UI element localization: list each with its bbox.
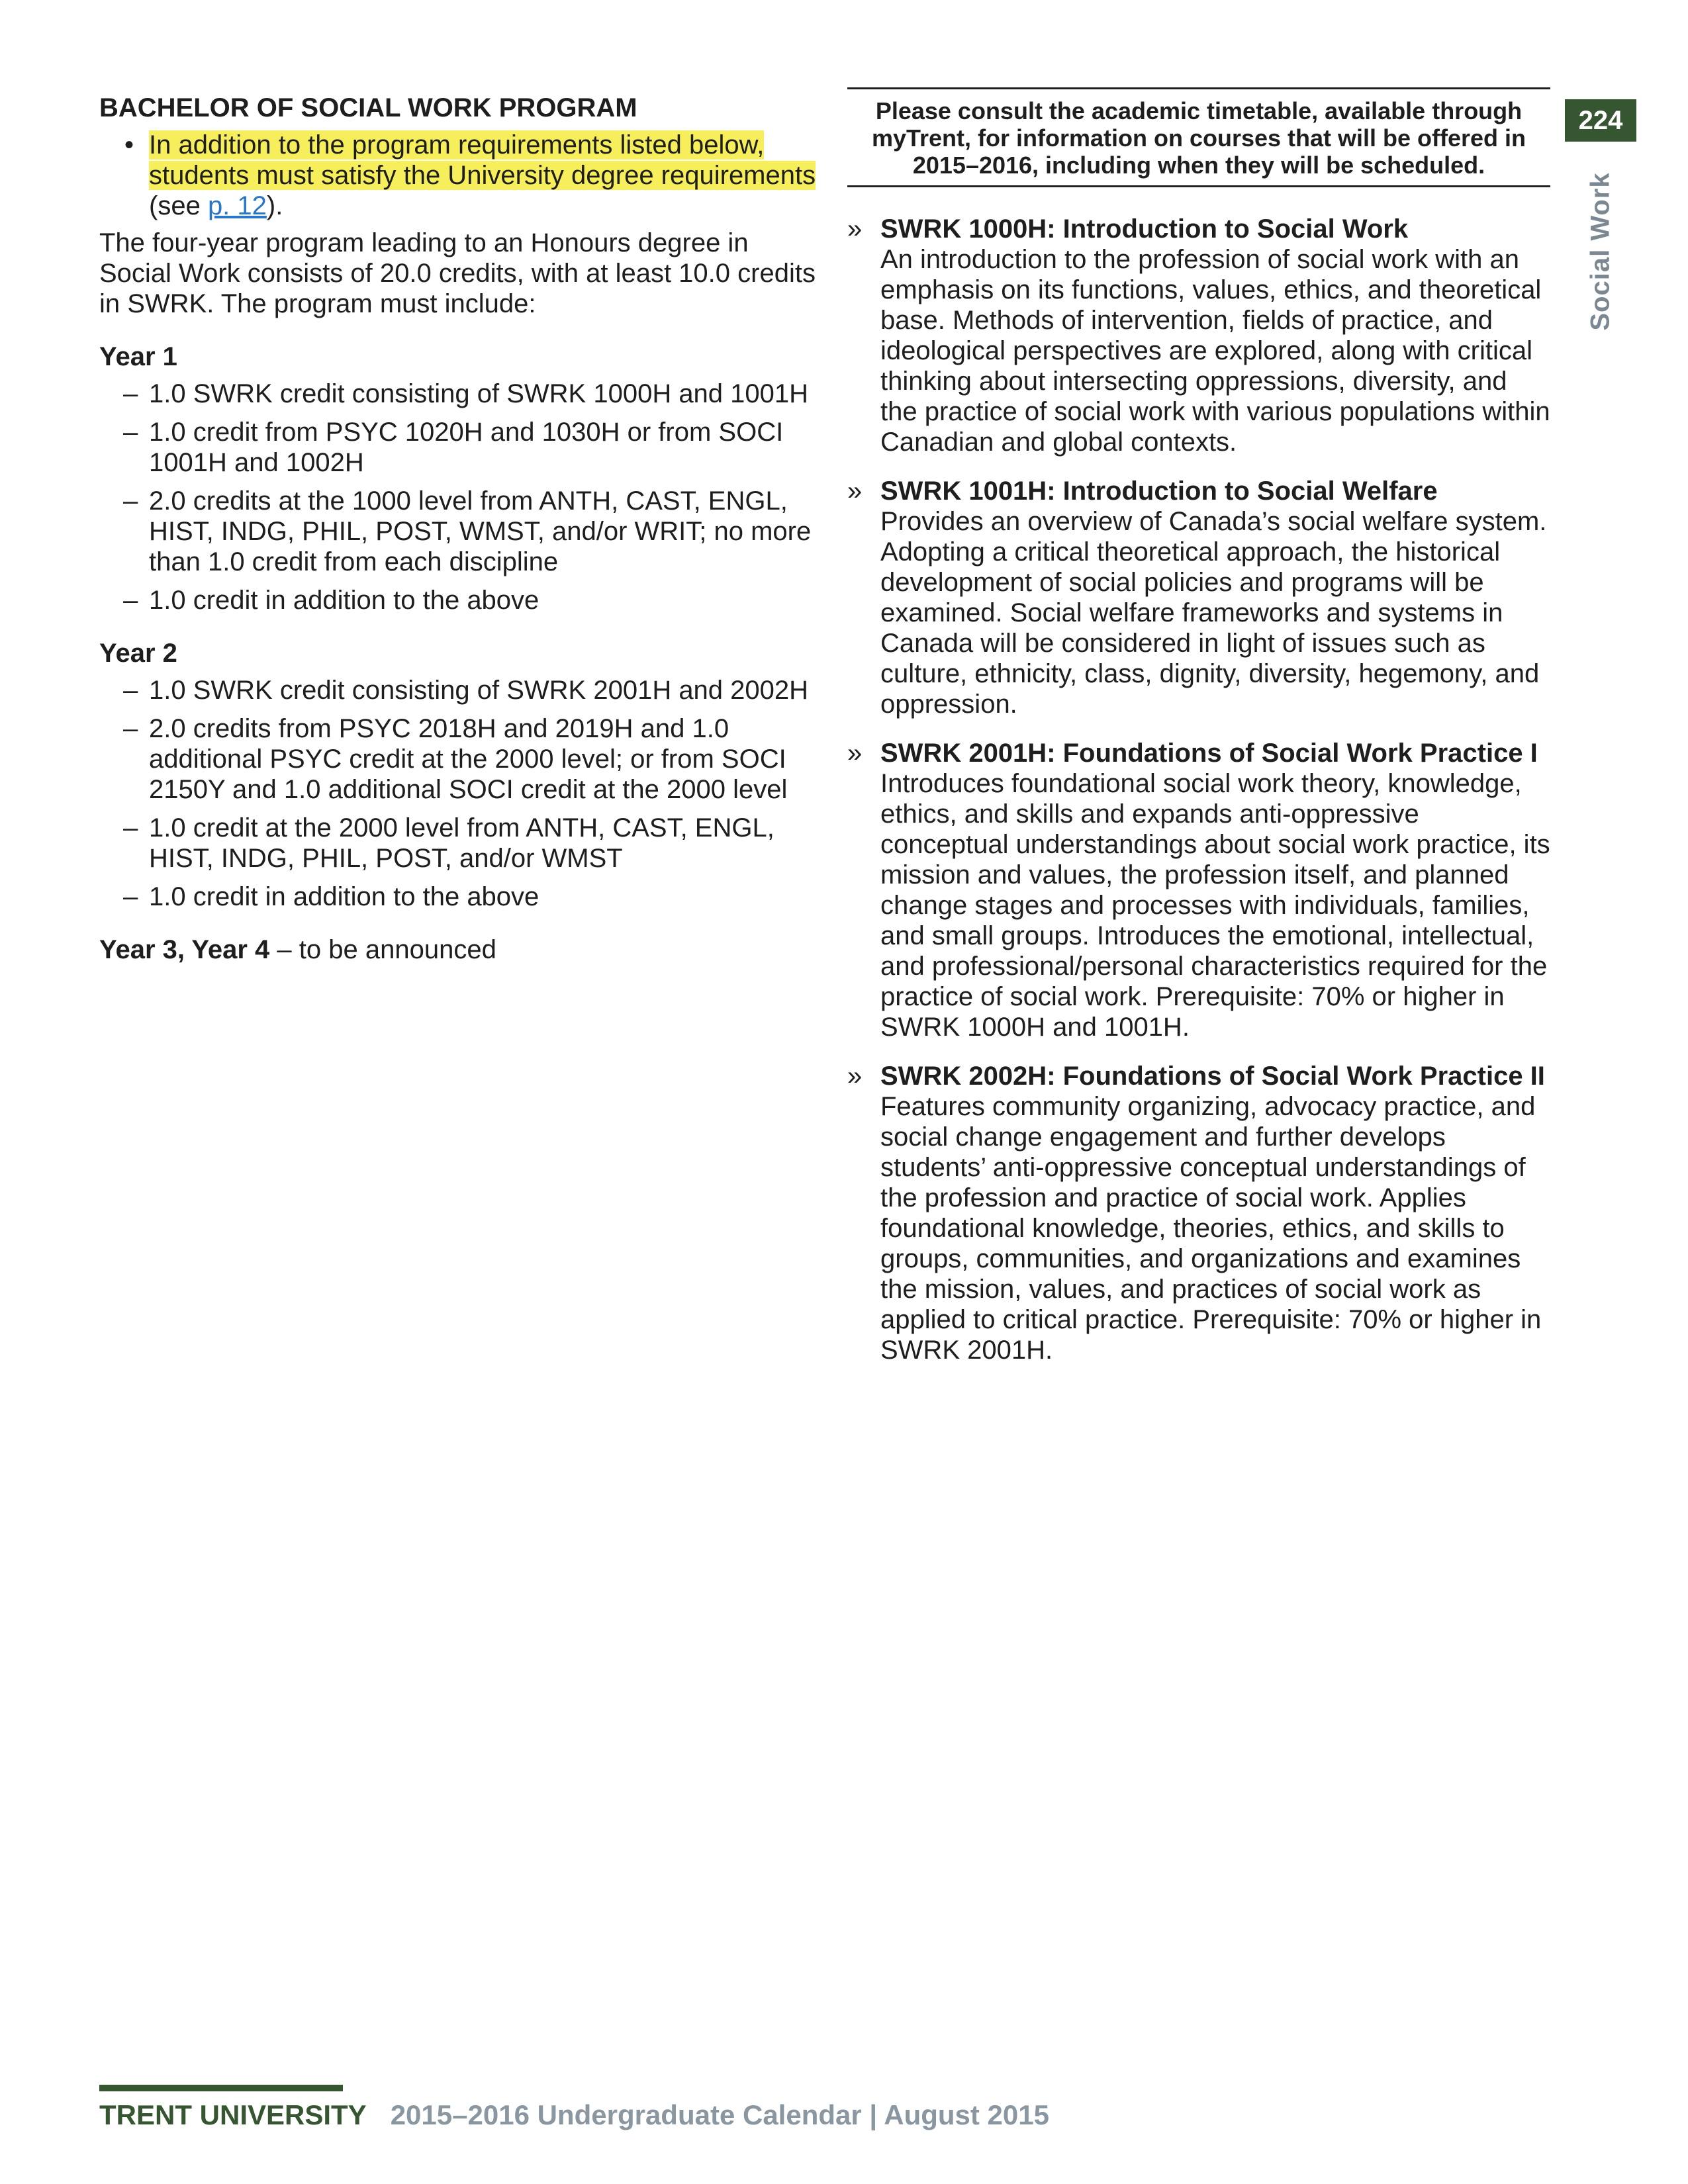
bullet-icon: • bbox=[124, 130, 134, 159]
dash-marker: – bbox=[123, 486, 138, 516]
course-title: SWRK 1000H: Introduction to Social Work bbox=[880, 214, 1409, 244]
see-text: (see bbox=[149, 191, 208, 220]
guillemet-icon: » bbox=[847, 1062, 863, 1091]
guillemet-icon: » bbox=[847, 477, 863, 506]
left-column bbox=[99, 93, 821, 965]
list-item bbox=[99, 379, 821, 409]
dash-marker: – bbox=[123, 714, 138, 743]
list-item bbox=[99, 486, 821, 577]
year-1-heading: Year 1 bbox=[99, 342, 177, 371]
timetable-notice: Please consult the academic timetable, available through myTrent, for information on courses that will be offered in 2015–2016, including when they will be scheduled. bbox=[847, 87, 1550, 187]
dash-marker: – bbox=[123, 882, 138, 911]
list-item-text: 1.0 SWRK credit consisting of SWRK 2001H and 2002H bbox=[149, 676, 809, 705]
year-2-heading: Year 2 bbox=[99, 639, 177, 668]
list-item-text: 1.0 credit from PSYC 1020H and 1030H or from SOCI 1001H and 1002H bbox=[149, 418, 784, 477]
list-item bbox=[99, 813, 821, 874]
course-entry bbox=[847, 738, 1550, 1042]
list-item-text: 2.0 credits at the 1000 level from ANTH, CAST, ENGL, HIST, INDG, PHIL, POST, WMST, and/or WRIT; no more than 1.0 credit from each discipline bbox=[149, 486, 812, 576]
page-reference-link[interactable]: p. 12 bbox=[207, 191, 267, 220]
course-description: Introduces foundational social work theory, knowledge, ethics, and skills and expands anti-oppressive conceptual understandings about social work practice, its mission and values, the profession itself, and planned change stages and processes with individuals, families, and small groups. Introduces the emotional, intellectual, and professional/personal characteristics required for the practice of social work. Prerequisite: 70% or higher in SWRK 1000H and 1001H. bbox=[880, 769, 1550, 1042]
right-column bbox=[847, 87, 1550, 1384]
course-entry bbox=[847, 476, 1550, 719]
guillemet-icon: » bbox=[847, 214, 863, 244]
course-title: SWRK 2002H: Foundations of Social Work Practice II bbox=[880, 1062, 1545, 1091]
year-3-4-heading: Year 3, Year 4 bbox=[99, 935, 270, 964]
list-item bbox=[99, 882, 821, 912]
year-1-list bbox=[99, 379, 821, 615]
list-item-text: 1.0 credit in addition to the above bbox=[149, 586, 539, 615]
course-title: SWRK 2001H: Foundations of Social Work Practice I bbox=[880, 739, 1538, 768]
closing-text: ). bbox=[266, 191, 283, 220]
dash-marker: – bbox=[123, 813, 138, 842]
course-title: SWRK 1001H: Introduction to Social Welfare bbox=[880, 477, 1438, 506]
list-item-text: 1.0 credit in addition to the above bbox=[149, 882, 539, 911]
list-item bbox=[99, 713, 821, 805]
course-description: An introduction to the profession of social work with an emphasis on its functions, values, ethics, and theoretical base. Methods of intervention, fields of practice, and ideological perspectives are explored, along with critical thinking about intersecting oppressions, diversity, and the practice of social work with various populations within Canadian and global contexts. bbox=[880, 245, 1550, 457]
list-item-text: 1.0 credit at the 2000 level from ANTH, CAST, ENGL, HIST, INDG, PHIL, POST, and/or WMST bbox=[149, 813, 774, 873]
course-description: Features community organizing, advocacy practice, and social change engagement and further develops students’ anti-oppressive conceptual understandings of the profession and practice of social work. Applies foundational knowledge, theories, ethics, and skills to groups, communities, and organizations and examines the mission, values, and practices of social work as applied to critical practice. Prerequisite: 70% or higher in SWRK 2001H. bbox=[880, 1092, 1542, 1365]
section-side-label: Social Work bbox=[1585, 172, 1615, 331]
dash-marker: – bbox=[123, 676, 138, 705]
list-item-text: 2.0 credits from PSYC 2018H and 2019H and 1.0 additional PSYC credit at the 2000 level; or from SOCI 2150Y and 1.0 additional SOCI credit at the 2000 level bbox=[149, 714, 788, 804]
dash-marker: – bbox=[123, 418, 138, 447]
program-intro: The four-year program leading to an Honours degree in Social Work consists of 20.0 credits, with at least 10.0 credits in SWRK. The program must include: bbox=[99, 228, 816, 318]
list-item bbox=[99, 417, 821, 478]
highlighted-text: In addition to the program requirements listed below, students must satisfy the University degree requirements bbox=[149, 130, 816, 190]
course-description: Provides an overview of Canada’s social welfare system. Adopting a critical theoretical approach, the historical development of social policies and programs will be examined. Social welfare frameworks and systems in Canada will be considered in light of issues such as culture, ethnicity, class, dignity, diversity, hegemony, and oppression. bbox=[880, 507, 1547, 719]
footer-rule bbox=[99, 2085, 343, 2091]
year-2-list bbox=[99, 675, 821, 912]
guillemet-icon: » bbox=[847, 739, 863, 768]
footer-university: TRENT UNIVERSITY bbox=[99, 2099, 367, 2130]
footer-calendar: 2015–2016 Undergraduate Calendar | August 2015 bbox=[390, 2099, 1049, 2130]
footer bbox=[99, 2099, 1049, 2131]
list-item-text: 1.0 SWRK credit consisting of SWRK 1000H and 1001H bbox=[149, 379, 809, 408]
year-3-4-note bbox=[99, 934, 821, 965]
course-entry bbox=[847, 214, 1550, 457]
list-item bbox=[99, 585, 821, 615]
page-number-badge: 224 bbox=[1565, 99, 1636, 142]
degree-requirements-bullet bbox=[99, 130, 821, 221]
dash-marker: – bbox=[123, 379, 138, 408]
dash-marker: – bbox=[123, 586, 138, 615]
year-3-4-text: – to be announced bbox=[269, 935, 496, 964]
course-entry bbox=[847, 1061, 1550, 1365]
list-item bbox=[99, 675, 821, 705]
section-heading: BACHELOR OF SOCIAL WORK PROGRAM bbox=[99, 93, 637, 122]
